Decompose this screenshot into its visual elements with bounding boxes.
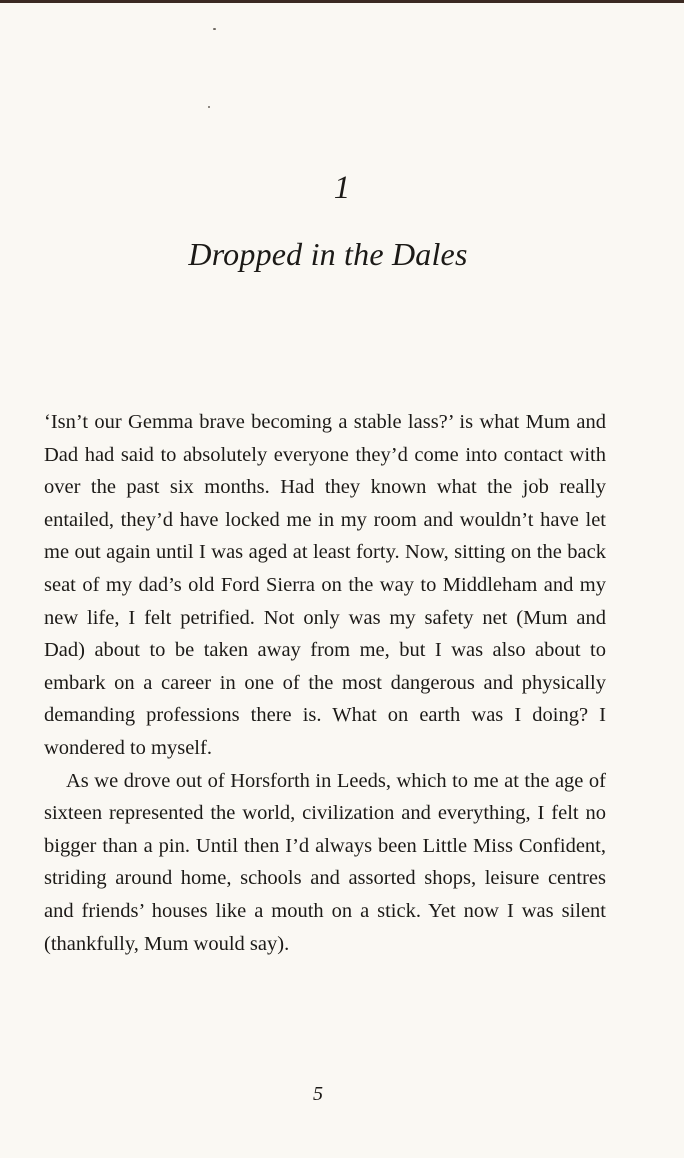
paper-speck: [213, 28, 216, 30]
chapter-title: Dropped in the Dales: [188, 236, 468, 272]
page-number: 5: [313, 1083, 323, 1105]
paragraph-1: ‘Isn’t our Gemma brave becoming a stable lass?’ is what Mum and Dad had said to absolutely everyone they’d come into contact with over the past six months. Had they known what the job really entailed, they’d have locked me in my room and wouldn’t have let me out again until I was aged at least forty. Now, sitting on the back seat of my dad’s old Ford Sierra on the way to Middleham and my new life, I felt petrified. Not only was my safety net (Mum and Dad) about to be taken away from me, but I was also about to embark on a career in one of the most dangerous and physically demanding professions there is. What on earth was I doing? I wondered to myself.: [44, 411, 606, 759]
chapter-number: 1: [333, 170, 351, 206]
page-top-edge: [0, 0, 684, 3]
paper-speck: [208, 106, 210, 108]
paragraph-2: As we drove out of Horsforth in Leeds, which to me at the age of sixteen represented the world, civilization and everything, I felt no bigger than a pin. Until then I’d always been Little Miss Confident, striding around home, schools and assorted shops, leisure centres and friends’ houses like a mouth on a stick. Yet now I was silent (thankfully, Mum would say).: [44, 769, 606, 955]
body-text: [44, 406, 606, 960]
